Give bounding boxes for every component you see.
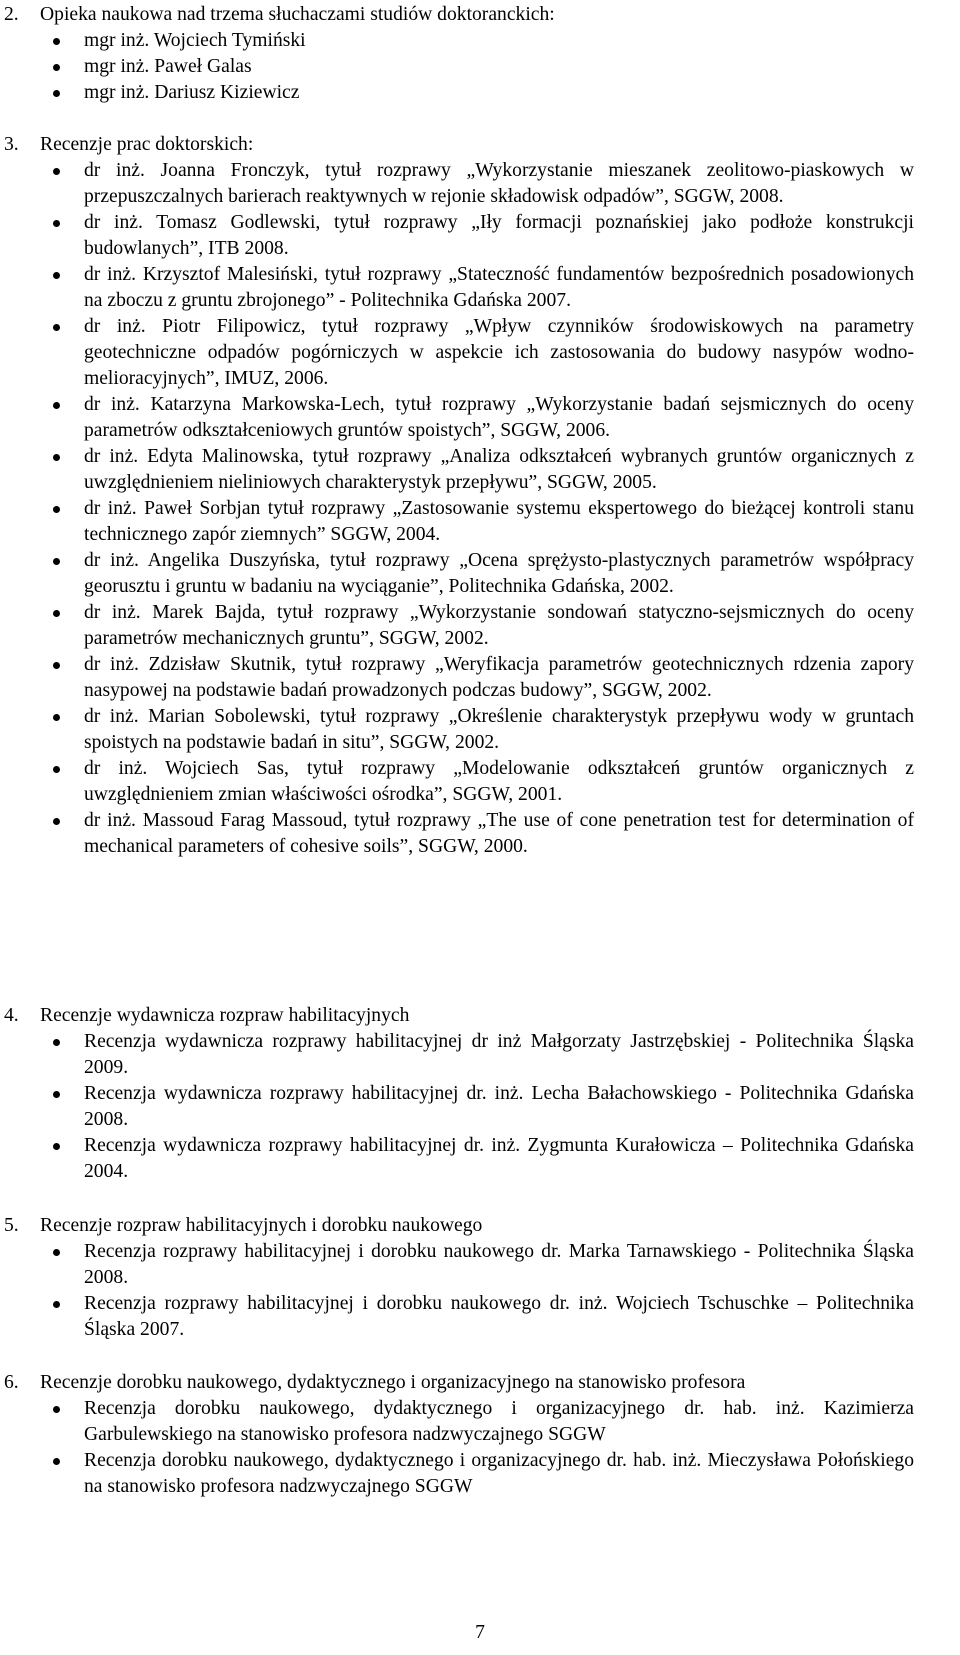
bullet-icon (53, 324, 60, 331)
list-item: dr inż. Joanna Fronczyk, tytuł rozprawy „Wykorzystanie mieszanek zeolitowo-piaskowych w przepuszczalnych barierach reaktywnych w rejonie składowisk odpadów”, SGGW, 2008. (0, 158, 960, 210)
item-list (0, 158, 960, 860)
bullet-icon (53, 220, 60, 227)
list-item: dr inż. Massoud Farag Massoud, tytuł rozprawy „The use of cone penetration test for determination of mechanical parameters of cohesive soils”, SGGW, 2000. (0, 808, 960, 860)
list-item: dr inż. Piotr Filipowicz, tytuł rozprawy „Wpływ czynników środowiskowych na parametry geotechniczne odpadów pogórniczych w aspekcie ich zastosowania do budowy nasypów wodno-melioracyjnych”, IMUZ, 2006. (0, 314, 960, 392)
bullet-icon (53, 558, 60, 565)
bullet-icon (53, 272, 60, 279)
bullet-icon (53, 90, 60, 97)
bullet-icon (53, 662, 60, 669)
list-item: mgr inż. Wojciech Tymiński (0, 28, 960, 54)
bullet-icon (53, 38, 60, 45)
bullet-icon (53, 714, 60, 721)
list-item: dr inż. Angelika Duszyńska, tytuł rozprawy „Ocena sprężysto-plastycznych parametrów współpracy georusztu i gruntu w badaniu na wyciąganie”, Politechnika Gdańska, 2002. (0, 548, 960, 600)
section-title: Recenzje prac doktorskich: (40, 134, 254, 155)
bullet-icon (53, 1143, 60, 1150)
bullet-icon (53, 1406, 60, 1413)
bullet-icon (53, 64, 60, 71)
section-number: 2. (4, 4, 19, 25)
list-item: dr inż. Marian Sobolewski, tytuł rozprawy „Określenie charakterystyk przepływu wody w gruntach spoistych na podstawie badań in situ”, SGGW, 2002. (0, 704, 960, 756)
bullet-icon (53, 766, 60, 773)
item-list (0, 28, 960, 106)
bullet-icon (53, 1458, 60, 1465)
section-number: 6. (4, 1372, 19, 1393)
bullet-icon (53, 402, 60, 409)
bullet-icon (53, 610, 60, 617)
list-item: Recenzja wydawnicza rozprawy habilitacyjnej dr. inż. Lecha Bałachowskiego - Politechnika Gdańska 2008. (0, 1081, 960, 1133)
list-item: dr inż. Tomasz Godlewski, tytuł rozprawy „Iły formacji poznańskiej jako podłoże konstrukcji budowlanych”, ITB 2008. (0, 210, 960, 262)
item-list (0, 1029, 960, 1185)
list-item: mgr inż. Dariusz Kiziewicz (0, 80, 960, 106)
section-title: Opieka naukowa nad trzema słuchaczami studiów doktoranckich: (40, 4, 555, 25)
bullet-icon (53, 454, 60, 461)
bullet-icon (53, 1249, 60, 1256)
bullet-icon (53, 1091, 60, 1098)
item-list (0, 1239, 960, 1343)
list-item: dr inż. Marek Bajda, tytuł rozprawy „Wykorzystanie sondowań statyczno-sejsmicznych do oceny parametrów mechanicznych gruntu”, SGGW, 2002. (0, 600, 960, 652)
item-list (0, 1396, 960, 1500)
list-item: dr inż. Katarzyna Markowska-Lech, tytuł rozprawy „Wykorzystanie badań sejsmicznych do oceny parametrów odkształceniowych gruntów spoistych”, SGGW, 2006. (0, 392, 960, 444)
section-title: Recenzje rozpraw habilitacyjnych i dorobku naukowego (40, 1215, 483, 1236)
list-item: Recenzja dorobku naukowego, dydaktycznego i organizacyjnego dr. hab. inż. Kazimierza Garbulewskiego na stanowisko profesora nadzwyczajnego SGGW (0, 1396, 960, 1448)
section-number: 5. (4, 1215, 19, 1236)
bullet-icon (53, 168, 60, 175)
list-item: dr inż. Wojciech Sas, tytuł rozprawy „Modelowanie odkształceń gruntów organicznych z uwzględnieniem zmian właściwości ośrodka”, SGGW, 2001. (0, 756, 960, 808)
section-title: Recenzje dorobku naukowego, dydaktycznego i organizacyjnego na stanowisko profesora (40, 1372, 746, 1393)
bullet-icon (53, 1039, 60, 1046)
list-item: dr inż. Paweł Sorbjan tytuł rozprawy „Zastosowanie systemu ekspertowego do bieżącej kontroli stanu technicznego zapór ziemnych” SGGW, 2004. (0, 496, 960, 548)
list-item: Recenzja wydawnicza rozprawy habilitacyjnej dr. inż. Zygmunta Kurałowicza – Politechnika Gdańska 2004. (0, 1133, 960, 1185)
section-title: Recenzje wydawnicza rozpraw habilitacyjnych (40, 1005, 410, 1026)
section-number: 3. (4, 134, 19, 155)
list-item: dr inż. Zdzisław Skutnik, tytuł rozprawy „Weryfikacja parametrów geotechnicznych rdzenia zapory nasypowej na podstawie badań prowadzonych podczas budowy”, SGGW, 2002. (0, 652, 960, 704)
list-item: Recenzja dorobku naukowego, dydaktycznego i organizacyjnego dr. hab. inż. Mieczysława Połońskiego na stanowisko profesora nadzwyczajnego SGGW (0, 1448, 960, 1500)
list-item: Recenzja rozprawy habilitacyjnej i dorobku naukowego dr. Marka Tarnawskiego - Politechnika Śląska 2008. (0, 1239, 960, 1291)
list-item: Recenzja wydawnicza rozprawy habilitacyjnej dr inż Małgorzaty Jastrzębskiej - Politechnika Śląska 2009. (0, 1029, 960, 1081)
bullet-icon (53, 818, 60, 825)
list-item: dr inż. Krzysztof Malesiński, tytuł rozprawy „Stateczność fundamentów bezpośrednich posadowionych na zboczu z gruntu zbrojonego” - Politechnika Gdańska 2007. (0, 262, 960, 314)
list-item: Recenzja rozprawy habilitacyjnej i dorobku naukowego dr. inż. Wojciech Tschuschke – Politechnika Śląska 2007. (0, 1291, 960, 1343)
bullet-icon (53, 1301, 60, 1308)
bullet-icon (53, 506, 60, 513)
list-item: mgr inż. Paweł Galas (0, 54, 960, 80)
page-number: 7 (475, 1622, 485, 1643)
section-number: 4. (4, 1005, 19, 1026)
list-item: dr inż. Edyta Malinowska, tytuł rozprawy „Analiza odkształceń wybranych gruntów organicznych z uwzględnieniem nieliniowych charakterystyk przepływu”, SGGW, 2005. (0, 444, 960, 496)
